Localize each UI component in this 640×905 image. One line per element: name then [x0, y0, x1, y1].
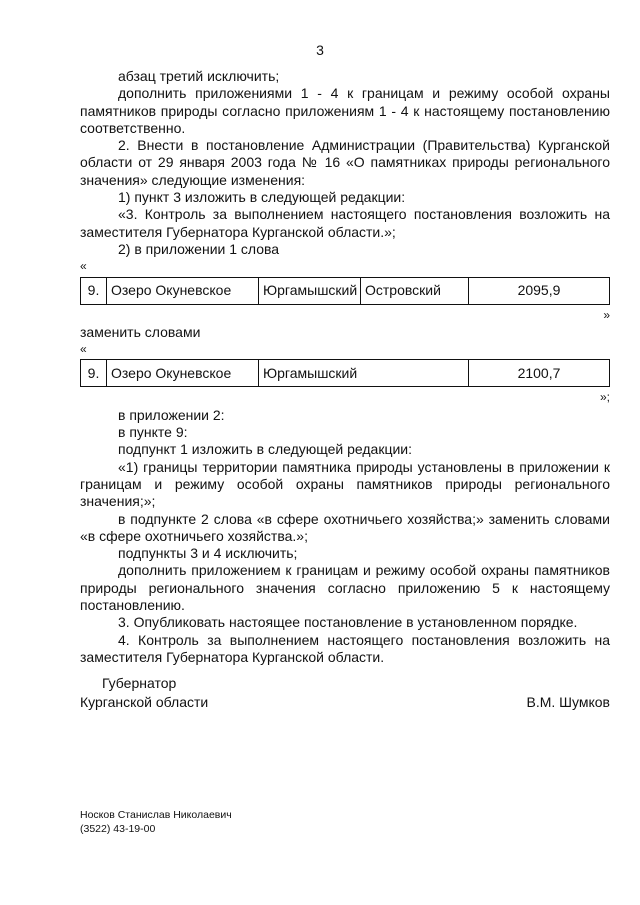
paragraph: 4. Контроль за выполнением настоящего постановления возложить на заместителя Губернатора Курганской области. — [80, 631, 610, 665]
paragraph: подпункты 3 и 4 исключить; — [118, 545, 298, 562]
table-cell-district: Юргамышский — [259, 277, 361, 304]
old-entry-table — [80, 277, 610, 305]
table-cell-name: Озеро Окуневское — [107, 360, 259, 387]
opening-quote: « — [80, 259, 87, 274]
paragraph: 2) в приложении 1 слова — [118, 240, 280, 257]
paragraph: «3. Контроль за выполнением настоящего постановления возложить на заместителя Губернатора Курганской области.»; — [80, 206, 610, 240]
executor-footer — [80, 808, 232, 836]
paragraph: 2. Внести в постановление Администрации (Правительства) Курганской области от 29 января 2003 года № 16 «О памятниках природы регионального значения» следующие изменения: — [80, 137, 610, 188]
table-cell-number: 9. — [81, 277, 107, 304]
table-cell-district: Юргамышский — [259, 360, 469, 387]
paragraph: в подпункте 2 слова «в сфере охотничьего хозяйства;» заменить словами «в сфере охотничьего хозяйства.»; — [80, 510, 610, 544]
paragraph: дополнить приложением к границам и режиму особой охраны памятников природы регионального значения согласно приложению 5 к настоящему постановлению. — [80, 562, 610, 614]
paragraph: в пункте 9: — [118, 424, 188, 441]
paragraph: абзац третий исключить; — [118, 68, 280, 84]
signature-block — [80, 674, 610, 712]
new-entry-table — [80, 359, 610, 387]
executor-name: Носков Станислав Николаевич — [80, 809, 232, 821]
executor-phone: (3522) 43-19-00 — [80, 823, 156, 835]
table-row — [81, 277, 610, 304]
closing-quote: »; — [599, 390, 610, 405]
table-cell-name: Озеро Окуневское — [107, 277, 259, 304]
paragraph: заменить словами — [80, 323, 201, 340]
paragraph: 3. Опубликовать настоящее постановление в установленном порядке. — [118, 614, 578, 631]
document-body — [80, 68, 610, 666]
signatory-position: Губернатор — [102, 675, 177, 691]
table-cell-area: 2095,9 — [469, 277, 610, 304]
signatory-name: В.М. Шумков — [526, 694, 610, 710]
table-cell-number: 9. — [81, 360, 107, 387]
table-cell-area: 2100,7 — [469, 360, 610, 387]
paragraph: подпункт 1 изложить в следующей редакции: — [118, 441, 413, 458]
opening-quote: « — [80, 342, 87, 357]
paragraph: 1) пункт 3 изложить в следующей редакции: — [118, 189, 406, 206]
table-cell-council: Островский — [361, 277, 469, 304]
signatory-region: Курганской области — [80, 694, 209, 710]
paragraph: «1) границы территории памятника природы установлены в приложении к границам и режиму особой охраны памятников природы регионального значения;»; — [80, 458, 610, 510]
page-number: 3 — [316, 42, 324, 58]
paragraph: в приложении 2: — [118, 406, 225, 423]
table-row — [81, 360, 610, 387]
closing-quote: » — [603, 307, 610, 322]
paragraph: дополнить приложениями 1 - 4 к границам и режиму особой охраны памятников природы согласно приложениям 1 - 4 к настоящему постановлению соответственно. — [80, 85, 610, 136]
